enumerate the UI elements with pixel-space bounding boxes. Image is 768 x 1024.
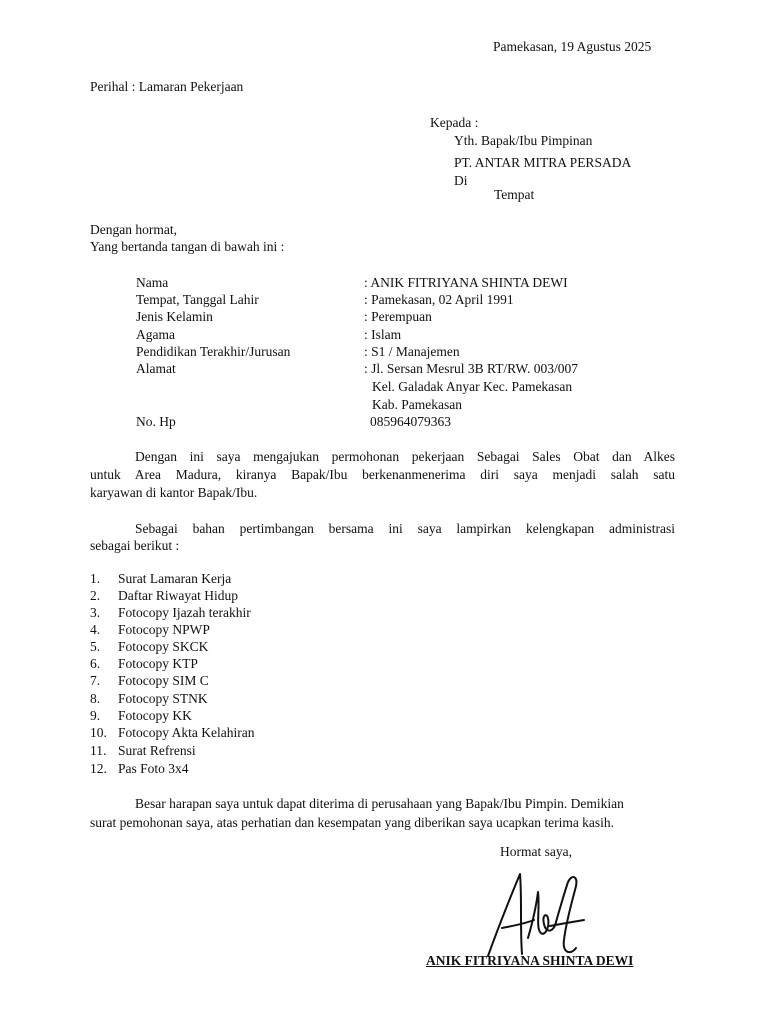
- intro-line: Yang bertanda tangan di bawah ini :: [90, 239, 285, 254]
- list-number: 8.: [90, 691, 101, 706]
- identity-label: Agama: [136, 327, 175, 342]
- identity-label: Tempat, Tanggal Lahir: [136, 292, 259, 307]
- list-number: 5.: [90, 639, 101, 654]
- list-text: Surat Refrensi: [118, 743, 196, 758]
- list-text: Fotocopy SKCK: [118, 639, 209, 654]
- identity-value: : ANIK FITRIYANA SHINTA DEWI: [364, 275, 568, 290]
- paragraph-line: karyawan di kantor Bapak/Ibu.: [90, 485, 258, 500]
- list-text: Pas Foto 3x4: [118, 761, 189, 776]
- list-text: Surat Lamaran Kerja: [118, 571, 232, 586]
- identity-value: : S1 / Manajemen: [364, 344, 460, 359]
- list-text: Fotocopy Akta Kelahiran: [118, 725, 255, 740]
- recipient-tempat: Tempat: [494, 187, 535, 202]
- salutation: Dengan hormat,: [90, 222, 177, 237]
- identity-label: No. Hp: [136, 414, 176, 429]
- list-number: 10.: [90, 725, 107, 740]
- list-text: Fotocopy KK: [118, 708, 192, 723]
- identity-value: : Perempuan: [364, 309, 432, 324]
- list-number: 9.: [90, 708, 101, 723]
- paragraph-line: untuk Area Madura, kiranya Bapak/Ibu berkenanmenerima diri saya menjadi salah satu: [90, 467, 675, 482]
- recipient-company: PT. ANTAR MITRA PERSADA: [454, 155, 632, 170]
- identity-value: : Islam: [364, 327, 402, 342]
- identity-label: Jenis Kelamin: [136, 309, 213, 324]
- signatory-name: ANIK FITRIYANA SHINTA DEWI: [426, 953, 634, 968]
- list-number: 1.: [90, 571, 101, 586]
- identity-value: 085964079363: [370, 414, 451, 429]
- paragraph-line: surat pemohonan saya, atas perhatian dan kesempatan yang diberikan saya ucapkan terima kasih.: [90, 815, 615, 830]
- list-number: 6.: [90, 656, 101, 671]
- recipient-di: Di: [454, 173, 468, 188]
- subject-line: Perihal : Lamaran Pekerjaan: [90, 79, 244, 94]
- identity-value: Kel. Galadak Anyar Kec. Pamekasan: [372, 379, 573, 394]
- identity-value: : Pamekasan, 02 April 1991: [364, 292, 514, 307]
- list-text: Fotocopy SIM C: [118, 673, 209, 688]
- paragraph-line: sebagai berikut :: [90, 538, 180, 553]
- list-number: 11.: [90, 743, 107, 758]
- identity-label: Alamat: [136, 361, 176, 376]
- paragraph-line: Dengan ini saya mengajukan permohonan pekerjaan Sebagai Sales Obat dan Alkes: [135, 449, 675, 464]
- paragraph-line: Besar harapan saya untuk dapat diterima di perusahaan yang Bapak/Ibu Pimpin. Demikian: [135, 796, 624, 811]
- list-number: 2.: [90, 588, 101, 603]
- list-text: Fotocopy STNK: [118, 691, 208, 706]
- list-number: 12.: [90, 761, 107, 776]
- list-number: 4.: [90, 622, 101, 637]
- list-number: 3.: [90, 605, 101, 620]
- identity-label: Pendidikan Terakhir/Jurusan: [136, 344, 291, 359]
- list-text: Daftar Riwayat Hidup: [118, 588, 238, 603]
- handwritten-signature-icon: [480, 868, 590, 960]
- identity-value: : Jl. Sersan Mesrul 3B RT/RW. 003/007: [364, 361, 578, 376]
- list-text: Fotocopy KTP: [118, 656, 198, 671]
- list-text: Fotocopy Ijazah terakhir: [118, 605, 251, 620]
- identity-label: Nama: [136, 275, 169, 290]
- place-date: Pamekasan, 19 Agustus 2025: [493, 39, 652, 54]
- list-number: 7.: [90, 673, 101, 688]
- closing-regards: Hormat saya,: [500, 844, 572, 859]
- recipient-kepada: Kepada :: [430, 115, 479, 130]
- paragraph-line: Sebagai bahan pertimbangan bersama ini saya lampirkan kelengkapan administrasi: [135, 521, 675, 536]
- recipient-line-1: Yth. Bapak/Ibu Pimpinan: [454, 133, 593, 148]
- identity-value: Kab. Pamekasan: [372, 397, 462, 412]
- list-text: Fotocopy NPWP: [118, 622, 210, 637]
